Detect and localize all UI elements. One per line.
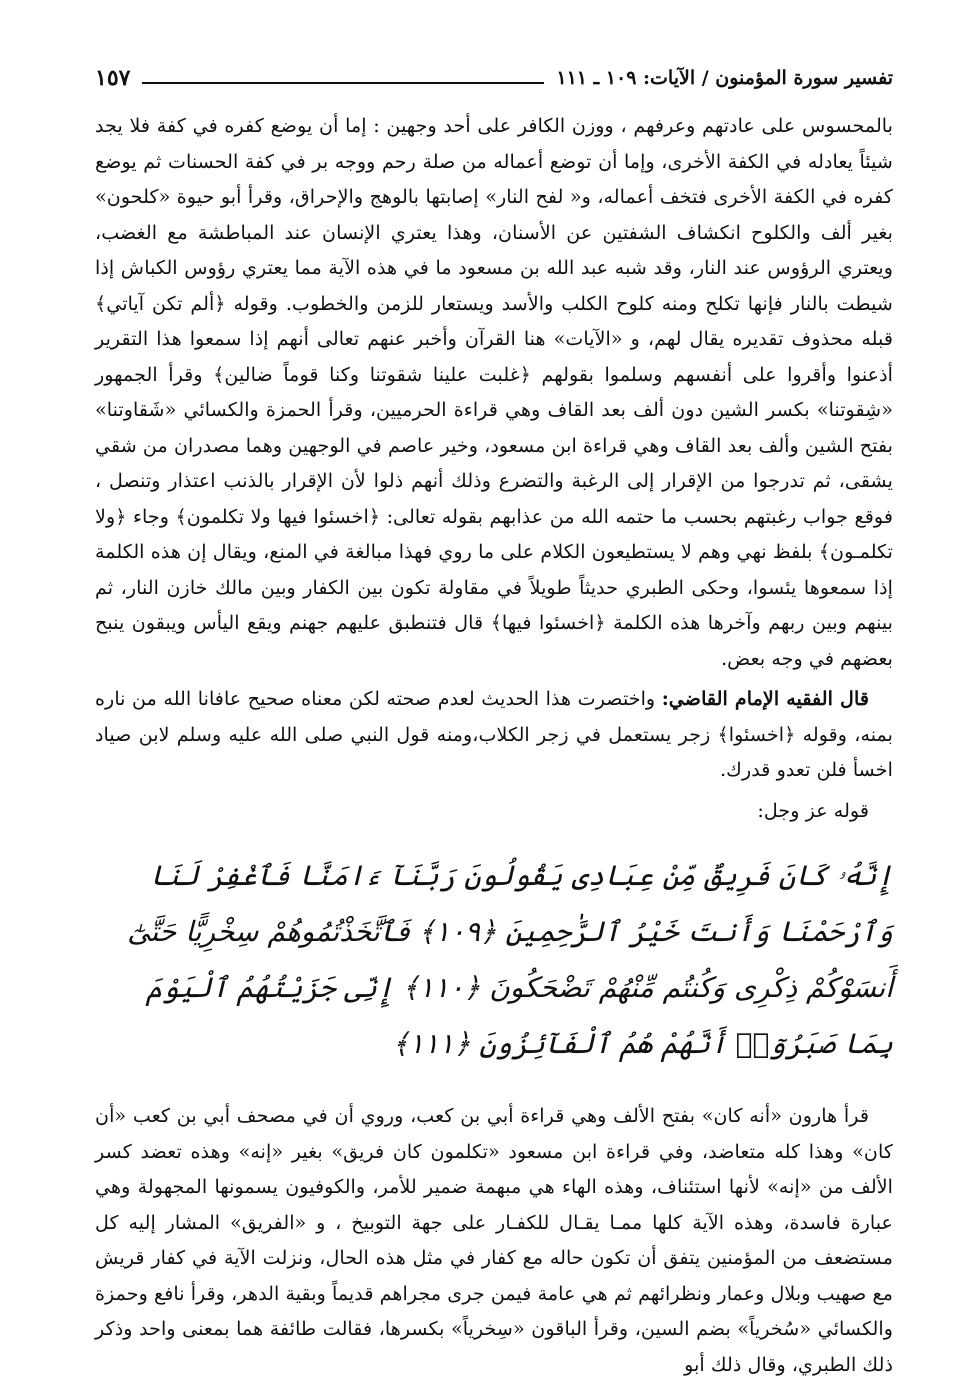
jurist-text: واختصرت هذا الحديث لعدم صحته لكن معناه صحيح عافانا الله من ناره بمنه، وقوله ﴿اخسئوا﴾ زجر يستعمل في زجر الكلاب،ومنه قول النبي صلى الله عليه وسلم لابن صياد اخسأ فلن تعدو قدرك. bbox=[95, 687, 893, 781]
header-rule bbox=[142, 82, 544, 84]
quran-verses: إِنَّهُۥ كَانَ فَرِيقٌ مِّنْ عِبَادِى يَقُولُونَ رَبَّنَآ ءَامَنَّا فَٱغْفِرْ لَنَا وَٱرْحَمْنَا وَأَنتَ خَيْرُ ٱلرَّٰحِمِينَ ﴿١٠٩﴾ فَٱتَّخَذْتُمُوهُمْ سِخْرِيًّا حَتَّىٰٓ أَنسَوْكُمْ ذِكْرِى وَكُنتُم مِّنْهُمْ تَضْحَكُونَ ﴿١١٠﴾ إِنِّى جَزَيْتُهُمُ ٱلْيَوْمَ بِمَا صَبَرُوٓا۟ أَنَّهُمْ هُمُ ٱلْفَآئِزُونَ ﴿١١١﴾ bbox=[127, 859, 893, 1060]
header-title: تفسير سورة المؤمنون / الآيات: ١٠٩ ـ ١١١ bbox=[556, 67, 893, 89]
running-header bbox=[95, 58, 893, 98]
commentary-paragraph-1: بالمحسوس على عادتهم وعرفهم ، ووزن الكافر على أحد وجهين : إما أن يوضع كفره في كفة فلا يجد شيئاً يعادله في الكفة الأخرى، وإما أن توضع أعماله من صلة رحم ووجه بر في كفة الحسنات ثم يوضع كفره في الكفة الأخرى فتخف أعماله، و« لفح النار» إصابتها بالوهج والإحراق، وقرأ أبو حيوة «كلحون» بغير ألف والكلوح انكشاف الشفتين عن الأسنان، وهذا يعتري الإنسان عند المباطشة مع الغضب، ويعتري الرؤوس عند النار، وقد شبه عبد الله بن مسعود ما في هذه الآية مما يعتري رؤوس الكباش إذا شيطت بالنار فإنها تكلح ومنه كلوح الكلب والأسد ويستعار للزمن والخطوب. وقوله ﴿ألم تكن آياتي﴾ قبله محذوف تقديره يقال لهم، و «الآيات» هنا القرآن وأخبر عنهم تعالى أنهم إذا سمعوا هذا التقرير أذعنوا وأقروا على أنفسهم وسلموا بقولهم ﴿غلبت علينا شقوتنا وكنا قوماً ضالين﴾ وقرأ الجمهور «شِقوتنا» بكسر الشين دون ألف بعد القاف وهي قراءة الحرميين، وقرأ الحمزة والكسائي «شَقاوتنا» بفتح الشين وألف بعد القاف وهي قراءة ابن مسعود، وخير عاصم في الوجهين وهما مصدران من شقي يشقى، ثم تدرجوا من الإقرار إلى الرغبة والتضرع وذلك أنهم ذلوا لأن الإقرار بالذنب اعتذار وتنصل ، فوقع جواب رغبتهم بحسب ما حتمه الله من عذابهم بقوله تعالى: ﴿اخسئوا فيها ولا تكلمون﴾ وجاء ﴿ولا تكلمـون﴾ بلفظ نهي وهم لا يستطيعون الكلام على ما روي فهذا مبالغة في المنع، ويقال إن هذه الكلمة إذا سمعوها يئسوا، وحكى الطبري حديثاً طويلاً في مقاولة تكون بين الكفار وبين مالك خازن النار، ثم بينهم وبين ربهم وآخرها هذه الكلمة ﴿اخسئوا فيها﴾ قال فتنطبق عليهم جهنم ويقع اليأس ويبقون ينبح بعضهم في وجه بعض. bbox=[95, 114, 893, 670]
page-body bbox=[95, 108, 893, 1382]
jurist-lead: قال الفقيه الإمام القاضي: bbox=[661, 687, 869, 710]
commentary-paragraph-2 bbox=[95, 681, 893, 788]
verse-intro: قوله عز وجل: bbox=[757, 798, 869, 822]
commentary-paragraph-3: قرأ هارون «أنه كان» بفتح الألف وهي قراءة أبي بن كعب، وروي أن في مصحف أبي بن كعب «أن كان» وهذا كله متعاضد، وفي قراءة ابن مسعود «تكلمون كان فريق» بغير «إنه» وهذه تعضد كسر الألف من «إنه» لأنها استئناف، وهذه الهاء هي مبهمة ضمير للأمر، والكوفيون يسمونها المجهولة وهي عبارة فاسدة، وهذه الآية كلها ممـا يقـال للكفـار على جهة التوبيخ ، و «الفريق» المشار إليه كل مستضعف من المؤمنين يتفق أن تكون حاله مع كفار في مثل هذه الحال، ونزلت الآية في كفار قريش مع صهيب وبلال وعمار ونظرائهم ثم هي عامة فيمن جرى مجراهم قديماً وبقية الدهر، وقرأ نافع وحمزة والكسائي «سُخرياً» بضم السين، وقرأ الباقون «سِخرياً» بكسرها، فقالت طائفة هما بمعنى واحد وذكر ذلك الطبري، وقال ذلك أبو bbox=[95, 1104, 893, 1376]
page-number: ١٥٧ bbox=[95, 65, 131, 91]
